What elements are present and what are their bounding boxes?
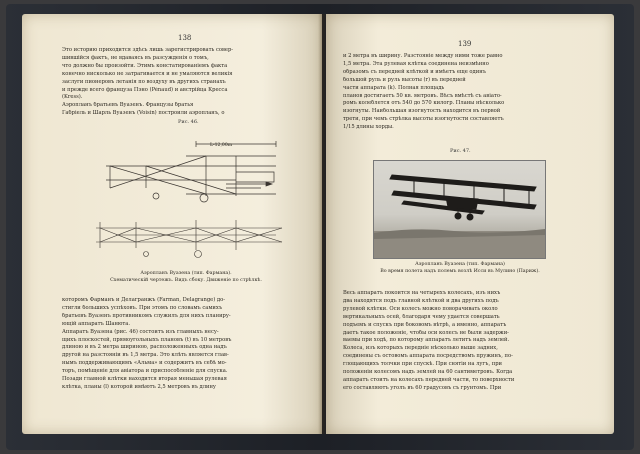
left-bottom-line: щихъ плоскостей, прямоугольныхъ плановъ (t) въ 10 метровъ — [62, 336, 232, 343]
left-figure-label: Рис. 46. — [178, 119, 199, 125]
right-top-line: части аппарата (k). Полная площадь — [343, 84, 445, 91]
left-bottom-line: торъ, помѣщеніе для авіатора и приспособленіе для спуска. — [62, 368, 228, 375]
figure-dimension: L-12,00m — [210, 143, 233, 148]
right-figure-caption — [360, 262, 560, 275]
right-bottom-line: даетъ такое положеніе, чтобы оси колесъ не были задержи- — [343, 329, 509, 336]
right-bottom-line: подъемъ и спускъ при боковомъ вѣтрѣ, а именно, аппаратъ — [343, 321, 507, 328]
right-top-paragraph — [343, 53, 595, 132]
left-top-line: что должно бы произойти. Этимъ констатированіемъ факта — [62, 62, 228, 69]
right-top-line: ромъ колеблется отъ 540 до 570 килогр. Планы нѣсколько — [343, 100, 505, 107]
right-bottom-line: Весь аппаратъ покоится на четырехъ колесахъ, изъ нихъ — [343, 290, 501, 296]
left-bottom-line: которомъ Фарманъ и Делагранжъ (Farman, Delagrange) до- — [62, 297, 225, 303]
right-bottom-line: его составляютъ уголъ въ 60 градусовъ съ грунтомъ. При — [343, 384, 502, 391]
left-figure-caption — [86, 271, 286, 284]
voisin-flight-photo — [373, 160, 546, 259]
right-bottom-line: ваемы при ходѣ, по которому аппаратъ летитъ надъ землей. — [343, 337, 510, 344]
left-bottom-line: клѣтка, планы (l) которой имѣютъ 2,5 метровъ въ длину — [62, 383, 216, 390]
right-bottom-line: два находятся подъ главной клѣткой и два другихъ подъ — [343, 297, 499, 304]
left-top-line: Аэропланъ братьевъ Вуазенъ. Французы братья — [62, 102, 194, 109]
right-page-number: 139 — [458, 40, 472, 48]
left-bottom-line: нымъ поддерживающимъ «Альма» и содержитъ въ себѣ мо- — [62, 360, 227, 367]
right-caption-line-1: Аэропланъ Вуазена (тип. Фармана) — [415, 262, 505, 267]
right-top-line: и 2 метра въ ширину. Разстояніе между ними тоже равно — [343, 53, 503, 59]
right-caption-line-2: Во время полета надъ полемъ возлѣ Исси въ Мулино (Париж). — [380, 268, 540, 274]
left-bottom-line: длиною и въ 2 метра шириною, расположенныхъ одна надъ — [62, 344, 227, 351]
right-bottom-paragraph — [343, 290, 595, 393]
voisin-schematic-drawing — [86, 136, 286, 264]
left-bottom-line: братьевъ Вуазенъ противникомъ служилъ для нихъ планиру- — [62, 312, 231, 319]
left-bottom-line: Аппаратъ Вуазена (рис. 46) состоитъ изъ главныхъ несу- — [62, 328, 219, 335]
left-top-line: конечно нисколько не затрагивается и не умаляются великія — [62, 70, 233, 77]
left-bottom-line: Позади главной клѣтки находится вторая меньшая рулевая — [62, 376, 227, 383]
right-bottom-line: глощающихъ толчки при спускѣ. При снятіи на лугъ, при — [343, 361, 502, 368]
left-bottom-line: другой на разстояніи въ 1,5 метра. Это клѣть является глав- — [62, 352, 229, 359]
left-top-line: (Kress). — [62, 94, 83, 101]
left-bottom-line: стигли большихъ успѣховъ. При этомъ по словамъ самихъ — [62, 304, 223, 311]
right-top-line: 1/15 длины хорды. — [343, 124, 394, 131]
right-top-line: 1,5 метра. Эта рулевая клѣтка соединена неизмѣнно — [343, 60, 489, 67]
right-bottom-line: Колеса, изъ которыхъ передніе нѣсколько выше задних, — [343, 345, 498, 352]
right-bottom-line: соединены съ остовомъ аппарата посредствомъ пружинъ, по- — [343, 353, 513, 360]
right-bottom-line: вертикальныхъ осей, благодаря чему удается совершать — [343, 313, 500, 320]
right-top-line: трети, при чемъ стрѣлка высоты изогнутости составляетъ — [343, 116, 504, 123]
right-top-line: изогнуты. Наибольшая изогнутость находится въ первой — [343, 108, 501, 115]
left-bottom-line: ющій аппаратъ Шанюта. — [62, 320, 131, 327]
left-page-number: 138 — [178, 34, 192, 42]
right-top-line: планов достигаетъ 50 кв. метровъ. Вѣсъ вмѣстѣ съ авіато- — [343, 92, 502, 99]
left-caption-line-1: Аэропланъ Вуазена (тип. Фармана). — [140, 271, 232, 276]
left-top-line: заслуги пионеровъ летанія по воздуху въ другихъ странахъ — [62, 78, 226, 85]
left-top-line: и прежде всего француза Пэно (Pénaud) и австрійца Кресса — [62, 86, 228, 93]
left-top-line: Габріель и Шарль Вуазенъ (Voisin) построили аэропланъ, о — [62, 110, 225, 117]
left-top-line: шившійся фактъ, не вдаваясь въ разсужденія о томъ, — [62, 54, 209, 61]
left-top-paragraph — [62, 47, 304, 118]
right-bottom-line: положеніи колесомъ надъ землей на 60 сантиметровъ. Когда — [343, 369, 513, 376]
right-bottom-line: аппаратъ стоитъ на колесахъ передней части, то поверхности — [343, 376, 515, 383]
left-top-line: Это историю приходится здѣсь лишь зарегистрировать совер- — [62, 47, 234, 53]
airplane-photo-drawing — [374, 161, 545, 258]
left-bottom-paragraph — [62, 297, 304, 392]
right-figure-label: Рис. 47. — [450, 148, 471, 154]
right-top-line: большой руль и руль высоты (r) въ передней — [343, 76, 466, 83]
right-top-line: образомъ съ передней клѣткой и имѣетъ еще одинъ — [343, 68, 486, 75]
left-caption-line-2: Схематическій чертежъ. Видъ сбоку. Движеніе по стрѣлкѣ. — [110, 277, 262, 283]
right-bottom-line: рулевой клѣтки. Оси колесъ можно поворачивать около — [343, 305, 498, 312]
